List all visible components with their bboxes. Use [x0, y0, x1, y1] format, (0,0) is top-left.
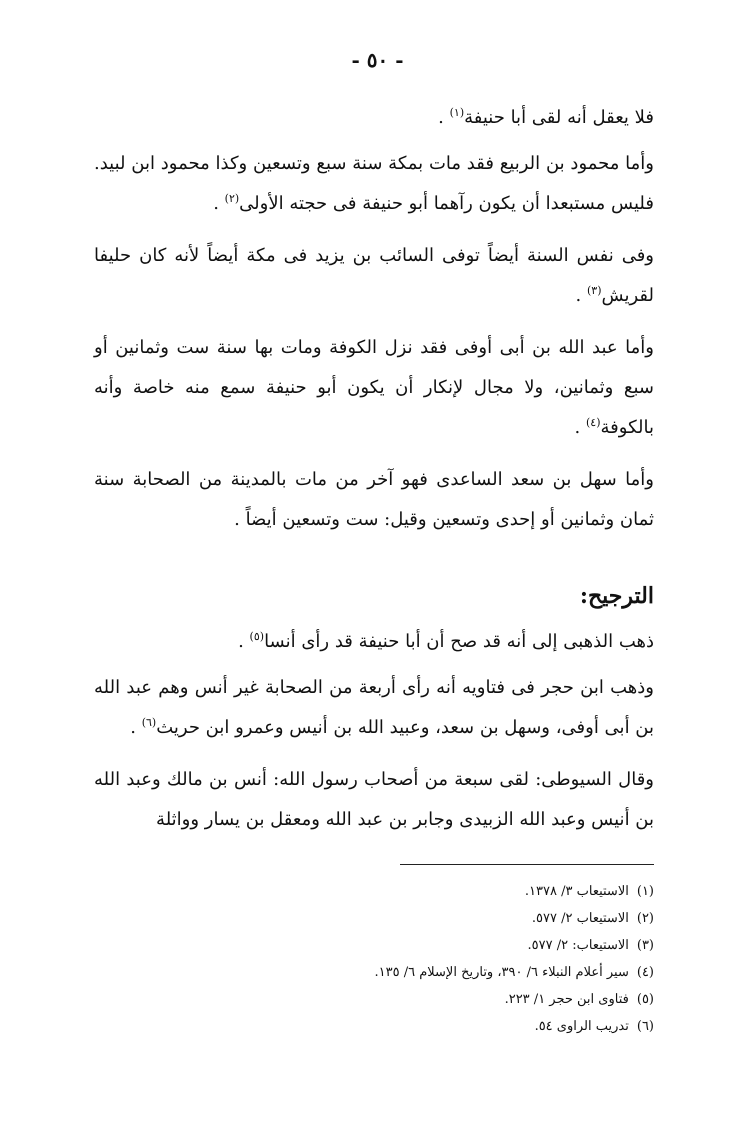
footnote-4 [200, 959, 654, 986]
paragraph-4 [94, 328, 654, 448]
paragraph-end: . [130, 717, 142, 738]
paragraph-text: فلا يعقل أنه لقى أبا حنيفة [464, 107, 654, 128]
page-number: - ٥٠ - [351, 48, 404, 72]
footnote-number: (٢) [636, 911, 654, 926]
paragraph-text: وأما عبد الله بن أبى أوفى فقد نزل الكوفة ومات بها سنة ست وثمانين أو سبع وثمانين، ولا مجال لإنكار أن يكون أبو حنيفة سمع منه خاصة وأنه بالكوفة [94, 337, 654, 438]
footnote-number: (٤) [636, 965, 654, 980]
footnote-marker: (٦) [141, 716, 157, 729]
paragraph-1 [94, 98, 654, 138]
paragraph-text: وأما سهل بن سعد الساعدى فهو آخر من مات بالمدينة من الصحابة سنة ثمان وثمانين أو إحدى وتسعين وقيل: ست وتسعين أيضاً . [94, 469, 654, 530]
paragraph-3 [94, 236, 654, 316]
footnote-text: الاستيعاب ٢/ ٥٧٧. [531, 911, 629, 926]
section-paragraph-2 [94, 668, 654, 748]
section-paragraph-1 [94, 622, 654, 662]
footnote-text: الاستيعاب ٣/ ١٣٧٨. [524, 884, 629, 899]
footnote-text: تدريب الراوى ٥٤. [534, 1019, 629, 1034]
paragraph-text: وذهب ابن حجر فى فتاويه أنه رأى أربعة من الصحابة غير أنس وهم عبد الله بن أبى أوفى، وسهل بن سعد، وعبيد الله بن أنيس وعمرو ابن حريث [94, 677, 654, 738]
paragraph-text: وأما محمود بن الربيع فقد مات بمكة سنة سبع وتسعين وكذا محمود ابن لبيد. فليس مستبعدا أن يكون رآهما أبو حنيفة فى حجته الأولى [94, 153, 654, 214]
paragraph-end: . [574, 417, 586, 438]
paragraph-2 [94, 144, 654, 224]
footnote-3 [200, 932, 654, 959]
footnote-text: فتاوى ابن حجر ١/ ٢٢٣. [504, 992, 629, 1007]
footnote-2 [200, 905, 654, 932]
footnote-6 [200, 1013, 654, 1040]
paragraph-end: . [213, 193, 225, 214]
paragraph-text: ذهب الذهبى إلى أنه قد صح أن أبا حنيفة قد رأى أنسا [264, 631, 654, 652]
footnotes [200, 878, 654, 1040]
footnote-5 [200, 986, 654, 1013]
footnote-divider [400, 864, 654, 865]
main-text [94, 98, 654, 852]
footnote-text: سير أعلام النبلاء ٦/ ٣٩٠، وتاريخ الإسلام ٦/ ١٣٥. [374, 965, 629, 980]
footnote-marker: (٢) [224, 192, 240, 205]
section-heading: الترجيح: [579, 583, 654, 609]
footnote-text: الاستيعاب: ٢/ ٥٧٧. [527, 938, 629, 953]
footnote-marker: (١) [449, 106, 465, 119]
footnote-number: (١) [636, 884, 654, 899]
footnote-marker: (٥) [249, 630, 265, 643]
paragraph-5 [94, 460, 654, 540]
footnote-marker: (٣) [587, 284, 602, 297]
section-paragraph-3 [94, 760, 654, 840]
paragraph-end: . [438, 107, 450, 128]
paragraph-end: . [238, 631, 250, 652]
footnote-number: (٣) [636, 938, 654, 953]
footnote-1 [200, 878, 654, 905]
paragraph-end: . [575, 285, 587, 306]
paragraph-text: وفى نفس السنة أيضاً توفى السائب بن يزيد فى مكة أيضاً لأنه كان حليفا لقريش [94, 245, 654, 306]
footnote-number: (٦) [636, 1019, 654, 1034]
footnote-number: (٥) [636, 992, 654, 1007]
footnote-marker: (٤) [586, 416, 601, 429]
paragraph-text: وقال السيوطى: لقى سبعة من أصحاب رسول الله: أنس بن مالك وعبد الله بن أنيس وعبد الله الزبيدى وجابر بن عبد الله ومعقل بن يسار وواثلة [94, 769, 654, 830]
